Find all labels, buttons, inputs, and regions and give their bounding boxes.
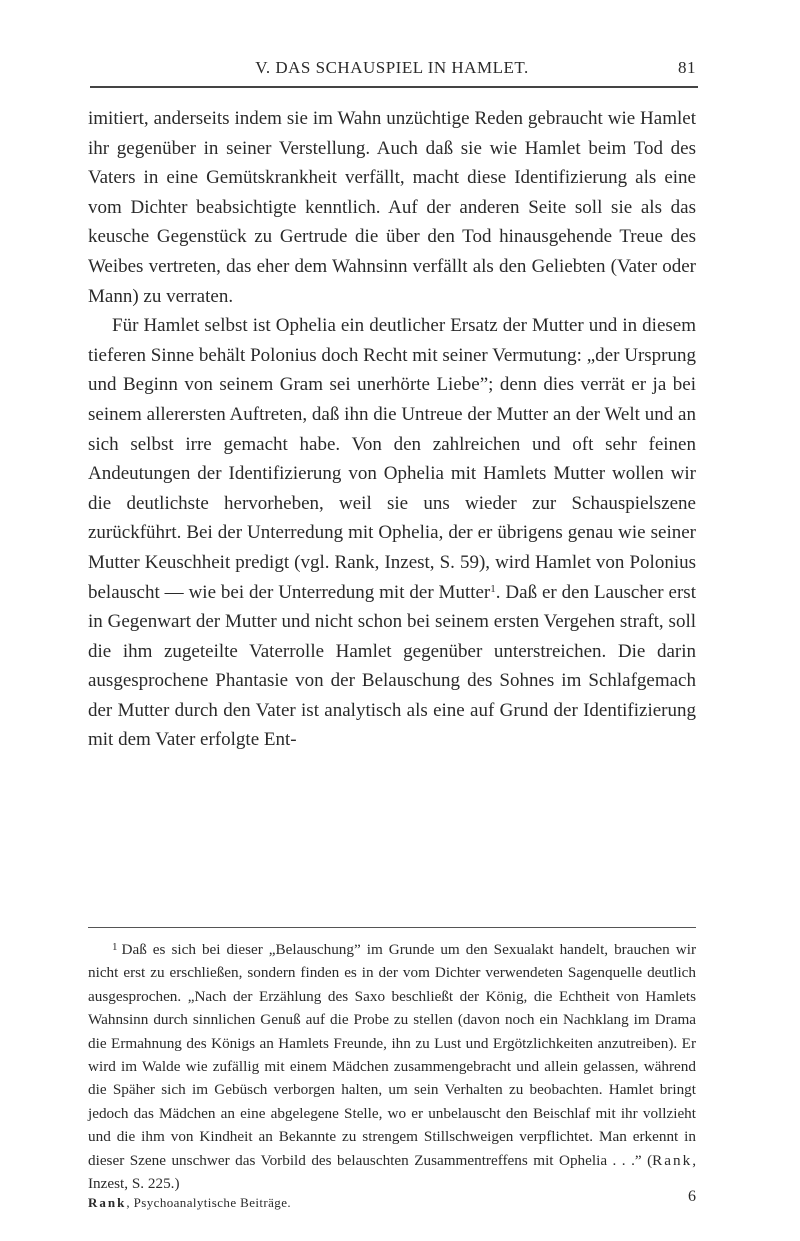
footnote	[88, 938, 696, 1195]
footnote-rule	[88, 927, 696, 928]
paragraph-2-text-b: . Daß er den Lauscher erst in Gegenwart der Mutter und nicht schon bei seinem ersten Vergehen straft, soll die ihm zugeteilte Vaterrolle Hamlet gegenüber unterstreichen. Die darin ausgesprochene Phantasie von der Belauschung des Sohnes im Schlafgemach der Mutter durch den Vater ist analytisch als eine auf Grund der Identifizierung mit dem Vater erfolgte Ent-	[88, 581, 696, 751]
signature-publication: , Psychoanalytische Beiträge.	[126, 1195, 292, 1210]
paragraph-2-text-a: Für Hamlet selbst ist Ophelia ein deutlicher Ersatz der Mutter und in diesem tieferen Sinne behält Polonius doch Recht mit seiner Vermutung: „der Ursprung und Beginn von seinem Gram sei unerhörte Liebe”; denn dies verrät er ja bei seinem allerersten Auftreten, daß ihn die Untreue der Mutter an der Welt und an sich selbst irre gemacht habe. Von den zahlreichen und oft sehr feinen Andeutungen der Identifizierung von Ophelia mit Hamlets Mutter wollen wir die deutlichste hervorheben, weil sie uns wieder zur Schauspielszene zurückführt. Bei der Unterredung mit Ophelia, der er übrigens genau wie seiner Mutter Keuschheit predigt (vgl. Rank, Inzest, S. 59), wird Hamlet von Polonius belauscht — wie bei der Unterredung mit der Mutter	[88, 315, 696, 603]
paragraph-1: imitiert, anderseits indem sie im Wahn unzüchtige Reden gebraucht wie Hamlet ihr gegenüber in seiner Verstellung. Auch daß sie wie Hamlet beim Tod des Vaters in eine Gemütskrankheit verfällt, macht diese Identifizierung als eine vom Dichter beabsichtigte kenntlich. Auf der anderen Seite soll sie als das keusche Gegenstück zu Gertrude die über den Tod hinausgehende Treue des Weibes vertreten, das eher dem Wahnsinn verfällt als den Geliebten (Vater oder Mann) zu verraten.	[88, 108, 696, 307]
header-rule	[90, 86, 698, 88]
signature-author: Rank	[88, 1195, 127, 1210]
footnote-author: Rank	[652, 1151, 693, 1169]
page-number: 81	[678, 58, 696, 77]
main-text	[88, 104, 696, 755]
footnote-text	[88, 938, 696, 1195]
footnote-text-a: Daß es sich bei dieser „Belauschung” im Grunde um den Sexualakt handelt, brauchen wir nicht erst zu erschließen, sondern finden es in der vom Dichter verwendeten Sagenquelle deutlich ausgesprochen. „Nach der Erzählung des Saxo beschließt der König, die Echtheit von Hamlets Wahnsinn durch sinnlichen Genuß auf die Probe zu stellen (davon noch ein Nachklang im Drama die Ermahnung des Königs an Hamlets Freunde, ihn zu Lust und Ergötzlichkeiten anzutreiben). Er wird im Walde wie zufällig mit einem Mädchen zusammengebracht und allein gelassen, während die Späher sich im Gebüsch verborgen halten, um sein Verhalten zu beobachten. Hamlet bringt jedoch das Mädchen an eine abgelegene Stelle, wo er unbelauscht den Beischlaf mit ihr vollzieht und die ihm von Kindheit an Bekannte zu strengem Stillschweigen verpflichtet. Man erkennt in dieser Szene unschwer das Vorbild des belauschten Zusammentreffens mit Ophelia . . .” (	[88, 941, 696, 1169]
paragraph-2	[88, 311, 696, 755]
sheet-number: 6	[688, 1188, 696, 1205]
footnote-text-b: , Inzest, S. 225.)	[88, 1151, 696, 1193]
running-head	[88, 52, 696, 80]
printer-signature	[88, 1195, 291, 1211]
chapter-title: V. DAS SCHAUSPIEL IN HAMLET.	[255, 58, 529, 77]
footnote-mark: 1	[112, 941, 118, 953]
footnote-reference[interactable]: 1	[490, 582, 496, 595]
